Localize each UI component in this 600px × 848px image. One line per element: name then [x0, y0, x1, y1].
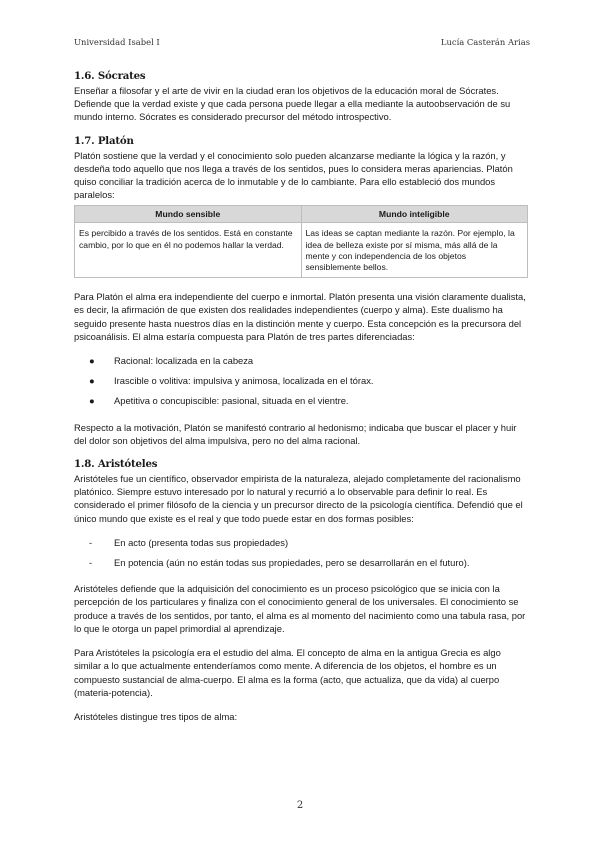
list-item: ● Irascible o volitiva: impulsiva y animosa, localizada en el tórax. [89, 375, 374, 387]
table-header-sensible: Mundo sensible [75, 206, 302, 223]
dash-icon: - [89, 536, 93, 548]
page-number: 2 [296, 800, 304, 811]
table-cell-inteligible: Las ideas se captan mediante la razón. Por ejemplo, la idea de belleza existe por sí misma, más allá de la mente y con independencia de los objetos sensiblemente bellos. [301, 223, 528, 278]
table-row [75, 223, 528, 278]
table-header-inteligible: Mundo inteligible [301, 206, 528, 223]
section-title-platon: 1.7. Platón [74, 134, 134, 147]
bullet-icon: ● [89, 375, 95, 387]
platon-paragraph-motivacion: Respecto a la motivación, Platón se manifestó contrario al hedonismo; indicaba que buscar el placer y huir del dolor son objetivos del alma impulsiva, pero no del alma racional. [74, 421, 517, 446]
section-title-aristoteles: 1.8. Aristóteles [74, 458, 158, 471]
list-item: - En acto (presenta todas sus propiedades) [89, 536, 289, 548]
aristoteles-paragraph-conocimiento: Aristóteles defiende que la adquisición del conocimiento es un proceso psicológico que se inicia con la percepción de los particulares y finaliza con el conocimiento general de los universales. El conocimiento se produce a través de los sentidos, por tanto, el alma es al momento del nacimiento como una tabula rasa, por lo que le otorga un papel primordial al aprendizaje. [74, 583, 526, 634]
two-worlds-table [74, 205, 528, 278]
header-author: Lucía Casterán Arias [440, 37, 530, 47]
table-cell-sensible: Es percibido a través de los sentidos. Está en constante cambio, por lo que en él no podemos hallar la verdad. [75, 223, 302, 278]
alma-parts-list [74, 354, 528, 408]
platon-paragraph-alma: Para Platón el alma era independiente del cuerpo e inmortal. Platón presenta una visión claramente dualista, es decir, la afirmación de que existen dos realidades independientes (cuerpo y alma). Este dualismo ha seguido presente hasta nuestros días en la distinción mente y cuerpo. Esta concepción es la precursora del psicoanálisis. El alma estaría compuesta para Platón de tres partes diferenciadas: [74, 291, 526, 342]
forms-list [74, 536, 528, 569]
page-content [74, 70, 528, 723]
bullet-icon: ● [89, 395, 95, 407]
bullet-icon: ● [89, 355, 95, 367]
list-item: ● Apetitiva o concupiscible: pasional, situada en el vientre. [89, 395, 349, 407]
platon-paragraph-intro: Platón sostiene que la verdad y el conocimiento solo pueden alcanzarse mediante la lógica y la razón, y desdeña todo aquello que nos llega a través de los sentidos, pues lo considera meras apariencias. Platón quiso conciliar la tradición acerca de lo inmutable y de lo cambiante. Para ello estableció dos mundos paralelos: [74, 149, 513, 201]
list-item: - En potencia (aún no están todas sus propiedades, pero se desarrollarán en el futuro). [89, 557, 470, 569]
aristoteles-paragraph-tipos: Aristóteles distingue tres tipos de alma: [74, 710, 238, 722]
socrates-paragraph: Enseñar a filosofar y el arte de vivir en la ciudad eran los objetivos de la educación moral de Sócrates. Defiende que la verdad existe y que cada persona puede llegar a ella mediante la autoobservación de su mundo interno. Sócrates es considerado precursor del método introspectivo. [74, 85, 511, 123]
section-title-socrates: 1.6. Sócrates [74, 70, 146, 82]
aristoteles-paragraph-alma: Para Aristóteles la psicología era el estudio del alma. El concepto de alma en la antigua Grecia es algo similar a lo que actualmente entenderíamos como mente. A diferencia de los objetos, el hombre es un compuesto sustancial de alma-cuerpo. El alma es la forma (acto, que actualiza, que da vida) al cuerpo (materia-potencia). [74, 647, 501, 698]
header-institution: Universidad Isabel I [74, 37, 160, 47]
dash-icon: - [89, 557, 93, 569]
aristoteles-paragraph-intro: Aristóteles fue un científico, observador empirista de la naturaleza, alejado completamente del racionalismo platónico. Siempre estuvo interesado por lo natural y recurrió a lo observable para definir lo real. Es considerado el primer filósofo de la ciencia y un precursor directo de la psicología científica. Defendió que el único mundo que existe es el real y que todo puede estar en dos formas posibles: [74, 473, 523, 524]
list-item: ● Racional: localizada en la cabeza [89, 355, 254, 367]
